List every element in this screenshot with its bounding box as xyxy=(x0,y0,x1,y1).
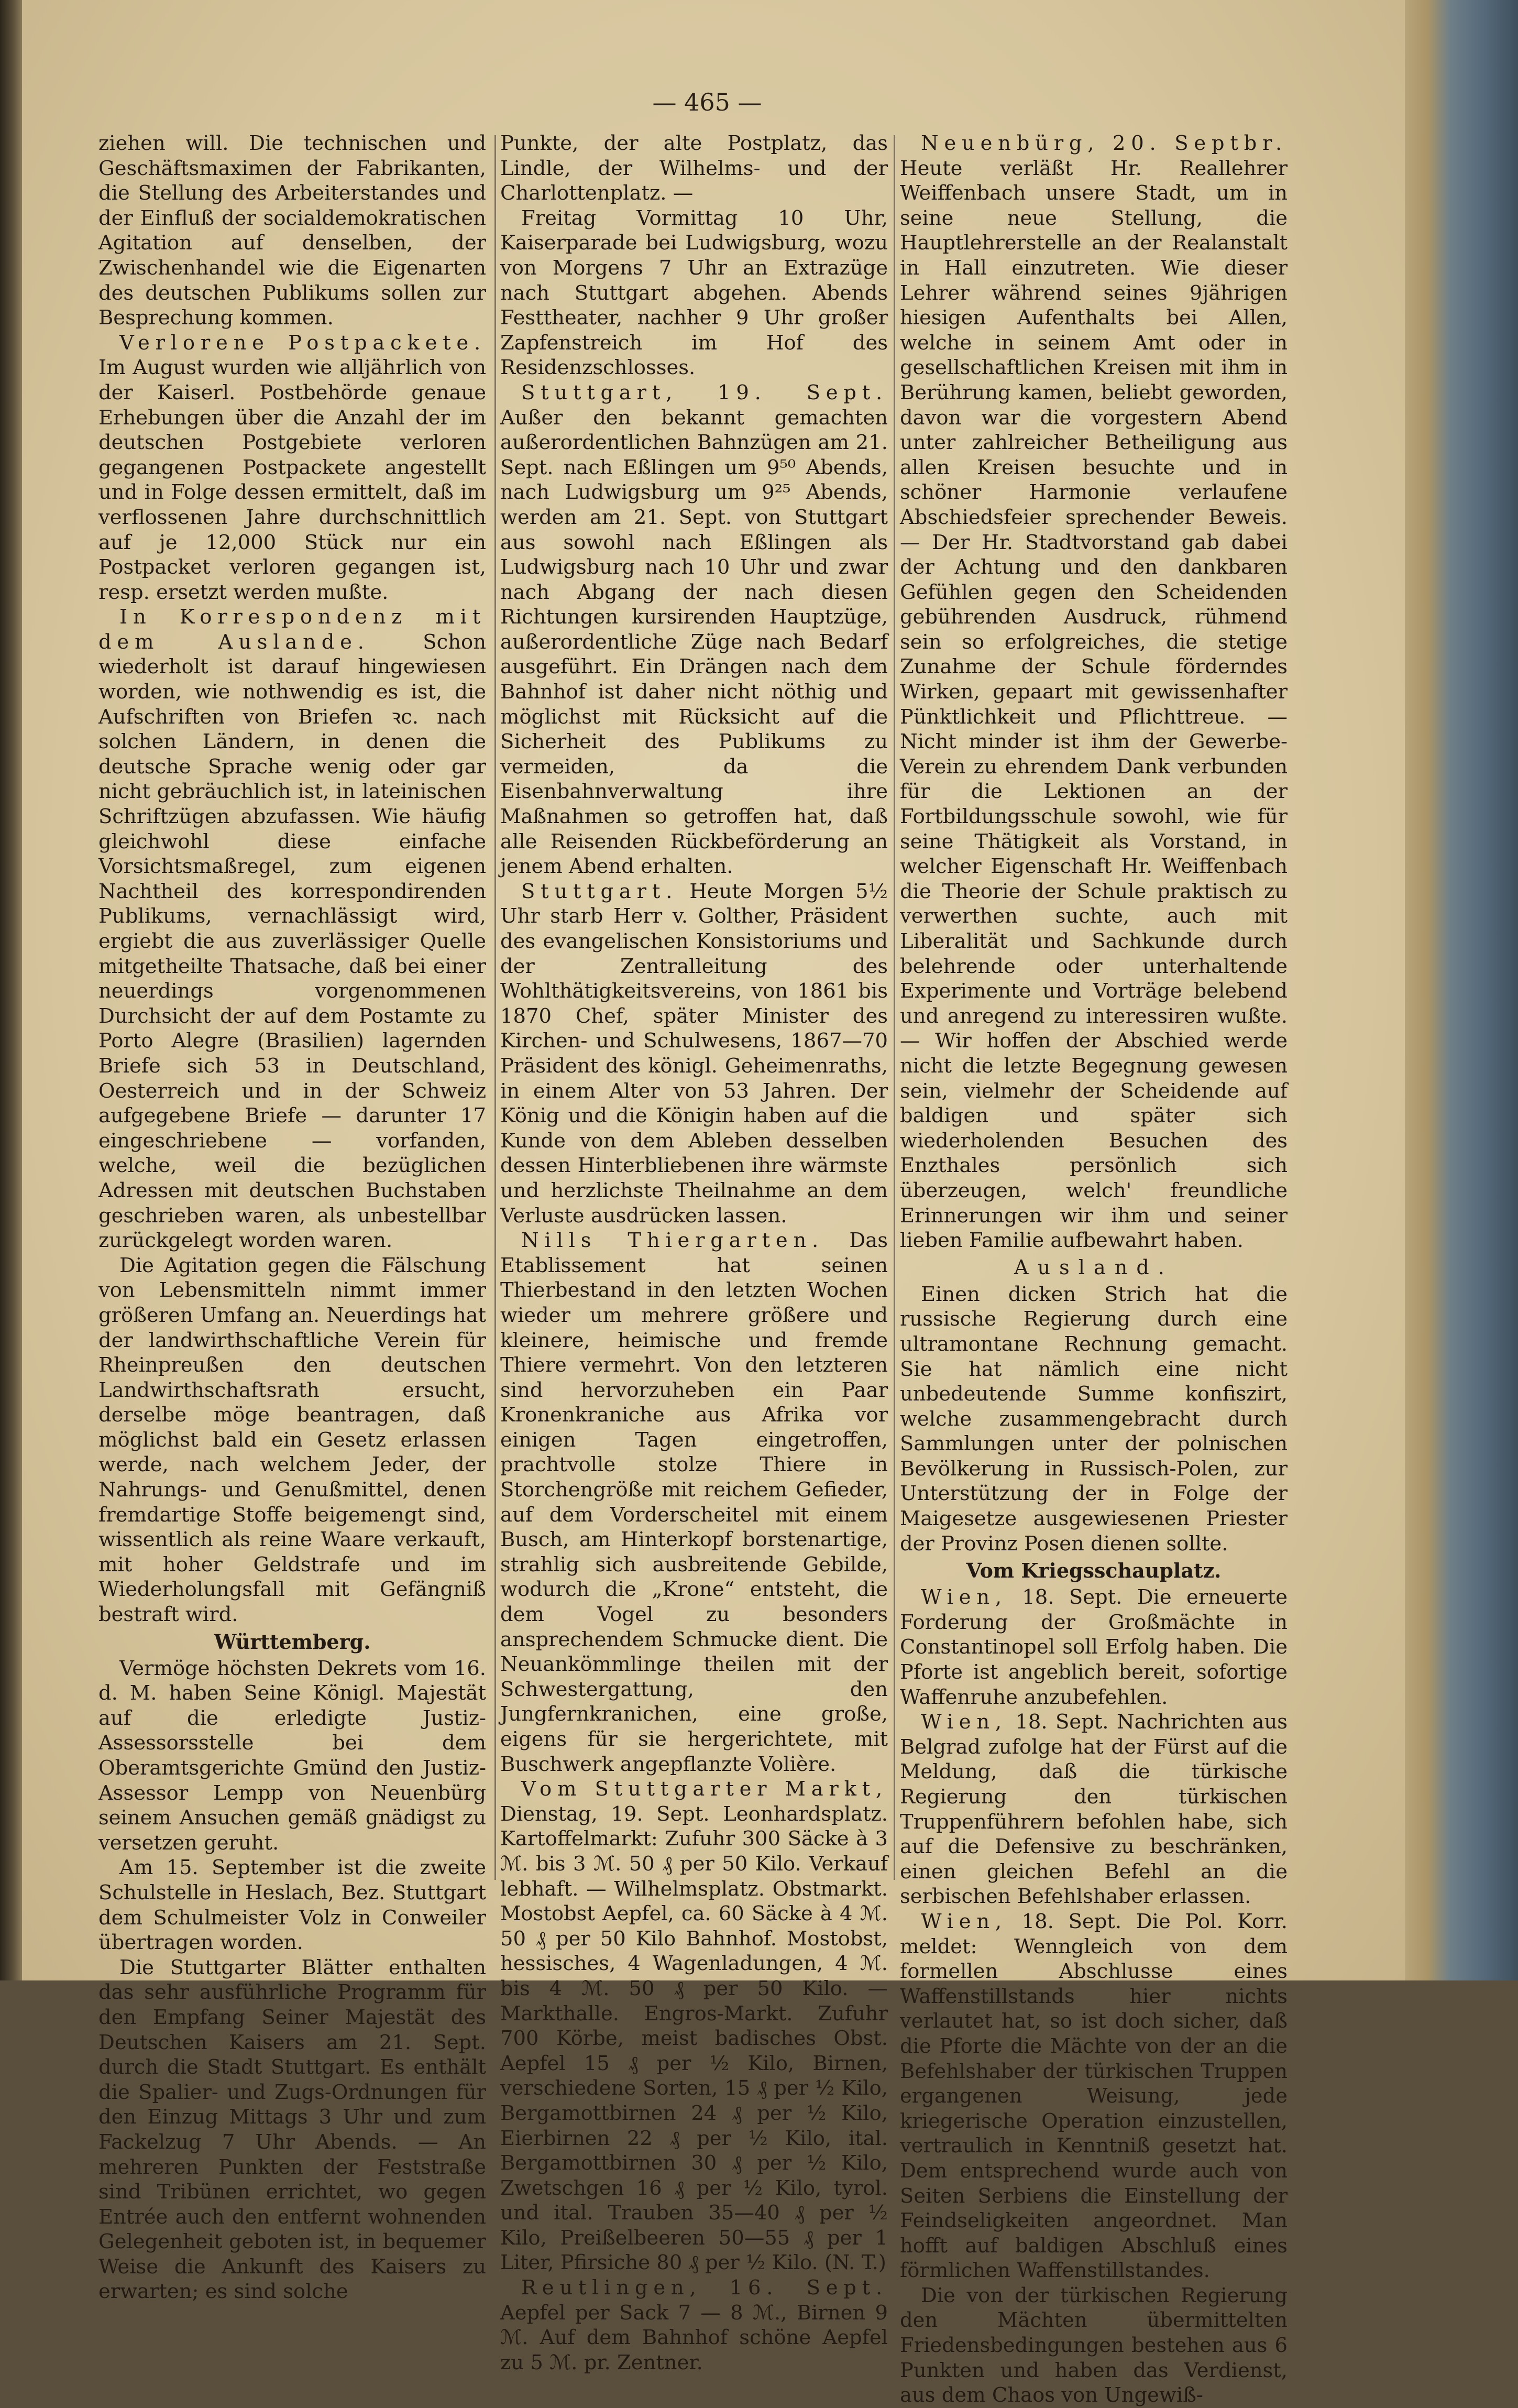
article-paragraph xyxy=(500,380,888,879)
section-heading: Württemberg. xyxy=(214,1629,371,1654)
article-paragraph xyxy=(900,1282,1288,1557)
article-dateline: Wien, xyxy=(921,1909,1007,1933)
article-dateline: Stuttgart, 19. Sept. xyxy=(521,380,888,404)
article-body-text: 18. Sept. Die erneuerte Forderung der Großmächte in Constantinopel soll Erfolg haben. Die Pforte ist angeblich bereit, sofortige Waffenruhe anzubefehlen. xyxy=(900,1585,1288,1709)
article-body-text: Am 15. September ist die zweite Schulstelle in Heslach, Bez. Stuttgart dem Schulmeister Volz in Conweiler übertragen worden. xyxy=(98,1856,486,1955)
article-paragraph xyxy=(500,1228,888,1777)
article-paragraph xyxy=(500,206,888,380)
text-column-3 xyxy=(900,131,1288,2407)
article-body-text: 18. Sept. Nachrichten aus Belgrad zufolge hat der Fürst auf die Meldung, daß die türkische Regierung den türkischen Truppenführern befohlen habe, sich auf die Defensive zu beschränken, einen gleichen Befehl an die serbischen Befehlshaber erlassen. xyxy=(900,1710,1288,1909)
article-body-text: Im August wurden wie alljährlich von der Kaiserl. Postbehörde genaue Erhebungen über die Anzahl der im deutschen Postgebiete verloren gegangenen Postpackete angestellt und in Folge dessen ermittelt, daß im verflossenen Jahre durchschnittlich auf je 12,000 Stück nur ein Postpacket verloren gegangen ist, resp. ersetzt werden mußte. xyxy=(98,356,486,604)
article-paragraph xyxy=(500,2275,888,2375)
column-rule-2 xyxy=(894,135,895,1880)
article-dateline: Vom Stuttgarter Markt, xyxy=(521,1777,888,1801)
article-paragraph xyxy=(98,1955,486,2304)
article-paragraph xyxy=(900,1585,1288,1710)
text-column-1 xyxy=(98,131,486,2304)
section-heading: Ausland. xyxy=(1014,1255,1173,1279)
article-paragraph xyxy=(500,1777,888,2275)
article-paragraph xyxy=(98,1855,486,1955)
article-body-text: Einen dicken Strich hat die russische Regierung durch eine ultramontane Rechnung gemacht. Sie hat nämlich eine nicht unbedeutende Summe konfiszirt, welche zusammengebracht durch Sammlungen unter der polnischen Bevölkerung in Russisch-Polen, zur Unterstützung der in Folge der Maigesetze ausgewiesenen Priester der Provinz Posen dienen sollte. xyxy=(900,1282,1288,1556)
article-body-text: Aepfel per Sack 7 — 8 ℳ., Birnen 9 ℳ. Auf dem Bahnhof schöne Aepfel zu 5 ℳ. pr. Zentner. xyxy=(500,2301,888,2374)
article-body-text: 18. Sept. Die Pol. Korr. meldet: Wenngleich von dem formellen Abschlusse eines Waffenstillstands hier nichts verlautet hat, so ist doch sicher, daß die Pforte die Mächte von der an die Befehlshaber der türkischen Truppen ergangenen Weisung, jede kriegerische Operation einzustellen, vertraulich in Kenntniß gesetzt hat. Dem entsprechend wurde auch von Seiten Serbiens die Einstellung der Feindseligkeiten angeordnet. Man hofft auf baldigen Abschluß eines förmlichen Waffenstillstandes. xyxy=(900,1909,1288,2283)
article-paragraph xyxy=(900,1710,1288,1909)
article-body-text: Freitag Vormittag 10 Uhr, Kaiserparade bei Ludwigsburg, wozu von Morgens 7 Uhr an Extrazüge nach Stuttgart abgehen. Abends Festtheater, nachher 9 Uhr großer Zapfenstreich im Hof des Residenzschlosses. xyxy=(500,206,888,380)
text-column-2 xyxy=(500,131,888,2374)
article-paragraph xyxy=(500,131,888,206)
book-page-edges-right xyxy=(1405,0,1518,1980)
article-dateline: Wien, xyxy=(921,1710,1007,1734)
article-dateline: Wien, xyxy=(921,1585,1007,1610)
article-body-text: Das Etablissement hat seinen Thierbestand in den letzten Wochen wieder um mehrere größere und kleinere, heimische und fremde Thiere vermehrt. Von den letzteren sind hervorzuheben ein Paar Kronenkraniche aus Afrika vor einigen Tagen eingetroffen, prachtvolle stolze Thiere in Storchengröße mit reichem Gefieder, auf dem Vorderscheitel mit einem Busch, am Hinterkopf borstenartige, strahlig sich ausbreitende Gebilde, wodurch die „Krone“ entsteht, die dem Vogel zu besonders ansprechendem Schmucke dient. Die Neuankömmlinge theilen mit der Schwestergattung, den Jungfernkranichen, eine große, eigens für sie hergerichtete, mit Buschwerk angepflanzte Volière. xyxy=(500,1229,888,1776)
article-paragraph xyxy=(98,331,486,605)
article-paragraph xyxy=(500,879,888,1228)
article-dateline: Stuttgart. xyxy=(521,879,678,903)
section-heading: Vom Kriegsschauplatz. xyxy=(966,1559,1222,1583)
article-body-text: Punkte, der alte Postplatz, das Lindle, der Wilhelms- und der Charlottenplatz. — xyxy=(500,132,888,205)
article-body-text: Vermöge höchsten Dekrets vom 16. d. M. haben Seine Königl. Majestät auf die erledigte Justiz-Assessorsstelle bei dem Oberamtsgerichte Gmünd den Justiz-Assessor Lempp von Neuenbürg seinem Ansuchen gemäß gnädigst zu versetzen geruht. xyxy=(98,1656,486,1855)
article-paragraph xyxy=(900,2283,1288,2408)
article-paragraph xyxy=(900,131,1288,1253)
article-dateline: Reutlingen, 16. Sept. xyxy=(521,2276,888,2300)
article-paragraph xyxy=(98,1656,486,1856)
article-body-text: Schon wiederholt ist darauf hingewiesen worden, wie nothwendig es ist, die Aufschriften von Briefen ꝛc. nach solchen Ländern, in denen die deutsche Sprache wenig oder gar nicht gebräuchlich ist, in lateinischen Schriftzügen abzufassen. Wie häufig gleichwohl diese einfache Vorsichtsmaßregel, zum eigenen Nachtheil des korrespondirenden Publikums, vernachlässigt wird, ergiebt die aus zuverlässiger Quelle mitgetheilte Thatsache, daß bei einer neuerdings vorgenommenen Durchsicht der auf dem Postamte zu Porto Alegre (Brasilien) lagernden Briefe sich 53 in Deutschland, Oesterreich und in der Schweiz aufgegebene Briefe — darunter 17 eingeschriebene — vorfanden, welche, weil die bezüglichen Adressen mit deutschen Buchstaben geschrieben waren, als unbestellbar zurückgelegt worden waren. xyxy=(98,630,486,1253)
article-body-text: Außer den bekannt gemachten außerordentlichen Bahnzügen am 21. Sept. nach Eßlingen um 9⁵⁰ Abends, nach Ludwigsburg um 9²⁵ Abends, werden am 21. Sept. von Stuttgart aus sowohl nach Eßlingen als Ludwigsburg nach 10 Uhr und zwar nach Abgang der nach diesen Richtungen kursirenden Hauptzüge, außerordentliche Züge nach Bedarf ausgeführt. Ein Drängen nach dem Bahnhof ist daher nicht nöthig und möglichst mit Rücksicht auf die Sicherheit des Publikums zu vermeiden, da die Eisenbahnverwaltung ihre Maßnahmen so getroffen hat, daß alle Reisenden Rückbeförderung an jenem Abend erhalten. xyxy=(500,406,888,879)
article-body-text: Heute Morgen 5½ Uhr starb Herr v. Golther, Präsident des evangelischen Konsistoriums und der Zentralleitung des Wohlthätigkeitsvereins, von 1861 bis 1870 Chef, später Minister des Kirchen- und Schulwesens, 1867—70 Präsident des königl. Geheimenraths, in einem Alter von 53 Jahren. Der König und die Königin haben auf die Kunde von dem Ableben desselben dessen Hinterbliebenen ihre wärmste und herzlichste Theilnahme an dem Verluste ausdrücken lassen. xyxy=(500,879,888,1228)
article-paragraph xyxy=(98,131,486,331)
column-rule-1 xyxy=(494,135,496,1880)
article-body-text: Dienstag, 19. Sept. Leonhardsplatz. Kartoffelmarkt: Zufuhr 300 Säcke à 3 ℳ. bis 3 ℳ. 50 ₰ per 50 Kilo. Verkauf lebhaft. — Wilhelmsplatz. Obstmarkt. Mostobst Aepfel, ca. 60 Säcke à 4 ℳ. 50 ₰ per 50 Kilo Bahnhof. Mostobst, hessisches, 4 Wagenladungen, 4 ℳ. bis 4 ℳ. 50 ₰ per 50 Kilo. — Markthalle. Engros-Markt. Zufuhr 700 Körbe, meist badisches Obst. Aepfel 15 ₰ per ½ Kilo, Birnen, verschiedene Sorten, 15 ₰ per ½ Kilo, Bergamottbirnen 24 ₰ per ½ Kilo, Eierbirnen 22 ₰ per ½ Kilo, ital. Bergamottbirnen 30 ₰ per ½ Kilo, Zwetschgen 16 ₰ per ½ Kilo, tyrol. und ital. Trauben 35—40 ₰ per ½ Kilo, Preißelbeeren 50—55 ₰ per 1 Liter, Pfirsiche 80 ₰ per ½ Kilo. (N. T.) xyxy=(500,1802,888,2275)
article-dateline: Neuenbürg, 20. Septbr. xyxy=(921,132,1288,155)
article-body-text: Die von der türkischen Regierung den Mächten übermittelten Friedensbedingungen bestehen aus 6 Punkten und haben das Verdienst, aus dem Chaos von Ungewiß- xyxy=(900,2283,1288,2407)
article-body-text: ziehen will. Die technischen und Geschäftsmaximen der Fabrikanten, die Stellung des Arbeiterstandes und der Einfluß der socialdemokratischen Agitation auf denselben, der Zwischenhandel wie die Eigenarten des deutschen Publikums sollen zur Besprechung kommen. xyxy=(98,132,486,330)
article-dateline: Nills Thiergarten. xyxy=(521,1229,824,1253)
article-dateline: Verlorene Postpackete. xyxy=(119,331,486,355)
page-number: — 465 — xyxy=(652,88,762,116)
article-body-text: Die Stuttgarter Blätter enthalten das sehr ausführliche Programm für den Empfang Seiner Majestät des Deutschen Kaisers am 21. Sept. durch die Stadt Stuttgart. Es enthält die Spalier- und Zugs-Ordnungen für den Einzug Mittags 3 Uhr und zum Fackelzug 7 Uhr Abends. — An mehreren Punkten der Feststraße sind Tribünen errichtet, wo gegen Entrée auch den entfernt wohnenden Gelegenheit geboten ist, in bequemer Weise die Ankunft des Kaisers zu erwarten; es sind solche xyxy=(98,1955,486,2304)
article-dateline: In Korrespondenz mit dem Auslande. xyxy=(98,605,486,654)
article-paragraph xyxy=(98,1253,486,1627)
article-paragraph xyxy=(900,1909,1288,2283)
article-body-text: Die Agitation gegen die Fälschung von Lebensmitteln nimmt immer größeren Umfang an. Neuerdings hat der landwirthschaftliche Verein für Rheinpreußen den deutschen Landwirthschaftsrath ersucht, derselbe möge beantragen, daß möglichst bald ein Gesetz erlassen werde, nach welchem Jeder, der Nahrungs- und Genußmittel, denen fremdartige Stoffe beigemengt sind, wissentlich als reine Waare verkauft, mit hoher Geldstrafe und im Wiederholungsfall mit Gefängniß bestraft wird. xyxy=(98,1253,486,1627)
book-binding-left xyxy=(0,0,22,1980)
article-body-text: Heute verläßt Hr. Reallehrer Weiffenbach unsere Stadt, um in seine neue Stellung, die Hauptlehrerstelle an der Realanstalt in Hall einzutreten. Wie dieser Lehrer während seines 9jährigen hiesigen Aufenthalts bei Allen, welche in seinem Amt oder in gesellschaftlichen Kreisen mit ihm in Berührung kamen, beliebt geworden, davon war die vorgestern Abend unter zahlreicher Betheiligung aus allen Kreisen besuchte und in schöner Harmonie verlaufene Abschiedsfeier sprechender Beweis. — Der Hr. Stadtvorstand gab dabei der Achtung und den dankbaren Gefühlen gegen den Scheidenden gebührenden Ausdruck, rühmend sein so erfolgreiches, die stetige Zunahme der Schule förderndes Wirken, gepaart mit gewissenhafter Pünktlichkeit und Pflichttreue. — Nicht minder ist ihm der Gewerbe-Verein zu ehrendem Dank verbunden für die Lektionen an der Fortbildungsschule sowohl, wie für seine Thätigkeit als Vorstand, in welcher Eigenschaft Hr. Weiffenbach die Theorie der Schule praktisch zu verwerthen suchte, auch mit Liberalität und Sachkunde durch belehrende oder unterhaltende Experimente und Vorträge belebend und anregend zu interessiren wußte. — Wir hoffen der Abschied werde nicht die letzte Begegnung gewesen sein, vielmehr der Scheidende auf baldigen und später sich wiederholenden Besuchen des Enzthales persönlich sich überzeugen, welch' freundliche Erinnerungen wir ihm und seiner lieben Familie aufbewahrt haben. xyxy=(900,156,1288,1253)
article-paragraph xyxy=(98,605,486,1253)
